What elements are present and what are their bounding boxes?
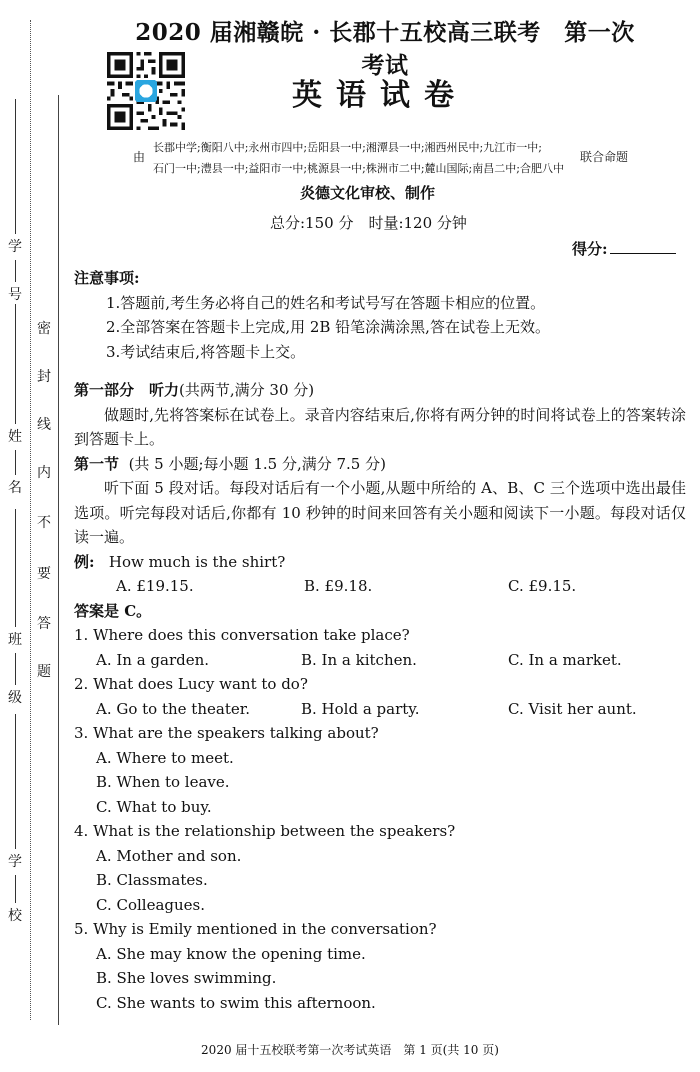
- seal-char-2: 封: [37, 369, 51, 385]
- q2-option-c[interactable]: C. Visit her aunt.: [508, 699, 637, 718]
- example-option-a: A. £19.15.: [116, 577, 194, 595]
- schools-line-2: 石门一中;澧县一中;益阳市一中;桃源县一中;株洲市二中;麓山国际;南昌二中;合肥八中: [153, 162, 564, 175]
- part1-note: (共两节,满分 30 分): [179, 381, 315, 399]
- note-item-2: 2.全部答案在答题卡上完成,用 2B 铅笔涂满涂黑,答在试卷上无效。: [106, 318, 550, 336]
- q1-option-c[interactable]: C. In a market.: [508, 650, 622, 669]
- seal-char-8: 题: [37, 664, 51, 680]
- student-id-label-1: 学: [8, 239, 22, 255]
- seal-char-7: 答: [37, 616, 51, 632]
- q4-option-a[interactable]: A. Mother and son.: [96, 846, 242, 865]
- question-1-stem: 1. Where does this conversation take place?: [74, 626, 410, 644]
- q4-option-c[interactable]: C. Colleagues.: [96, 895, 206, 914]
- joint-label: 联合命题: [580, 150, 629, 164]
- seal-dotted-line: [30, 20, 31, 1020]
- example-question: [74, 550, 686, 575]
- q5-option-a[interactable]: A. She may know the opening time.: [96, 944, 366, 963]
- binding-margin: [0, 0, 60, 1072]
- seal-char-3: 线: [37, 417, 51, 433]
- q5-option-b[interactable]: B. She loves swimming.: [96, 969, 277, 987]
- notes-title: 注意事项:: [74, 269, 140, 287]
- name-label-1: 姓: [8, 429, 22, 445]
- section1-title: 第一节: [74, 454, 120, 473]
- q3-option-b[interactable]: B. When to leave.: [96, 773, 230, 791]
- score-label: 得分:: [572, 240, 608, 258]
- section1-heading: [74, 452, 686, 477]
- seal-char-1: 密: [37, 321, 51, 337]
- page-footer: 2020 届十五校联考第一次考试英语 第 1 页(共 10 页): [201, 1043, 499, 1057]
- section1-instructions: 听下面 5 段对话。每段对话后有一个小题,从题中所给的 A、B、C 三个选项中选出最佳选项。听完每段对话后,你都有 10 秒钟的时间来回答有关小题和阅读下一小题。每段对话仅读一遍。: [74, 479, 686, 546]
- qr-code-icon[interactable]: [107, 52, 185, 130]
- score-field[interactable]: [572, 238, 676, 259]
- class-label-2: 级: [8, 690, 22, 706]
- class-field[interactable]: [8, 505, 22, 707]
- part1-title: 第一部分 听力: [74, 381, 180, 399]
- question-1-options: [74, 648, 686, 673]
- student-id-label-2: 号: [8, 287, 22, 303]
- section1-note: (共 5 小题;每小题 1.5 分,满分 7.5 分): [128, 454, 386, 473]
- q1-option-a[interactable]: A. In a garden.: [96, 650, 210, 669]
- q3-option-a[interactable]: A. Where to meet.: [96, 748, 234, 767]
- exam-title: 2020 届湘赣皖 · 长郡十五校高三联考 第一次考试: [135, 19, 635, 79]
- q2-option-a[interactable]: A. Go to the theater.: [96, 699, 251, 718]
- example-stem: How much is the shirt?: [108, 552, 286, 571]
- class-label-1: 班: [8, 632, 22, 648]
- name-label-2: 名: [8, 480, 22, 496]
- seal-char-4: 内: [37, 465, 51, 481]
- example-answer: 答案是 C。: [74, 601, 152, 620]
- q2-option-b[interactable]: B. Hold a party.: [301, 699, 420, 718]
- example-options: [74, 574, 686, 599]
- question-2-options: [74, 697, 686, 722]
- margin-solid-line: [58, 95, 59, 1025]
- q3-option-c[interactable]: C. What to buy.: [96, 797, 212, 816]
- score-blank[interactable]: [610, 253, 676, 254]
- school-label-1: 学: [8, 854, 22, 870]
- question-5-stem: 5. Why is Emily mentioned in the conversation?: [74, 920, 437, 938]
- name-field[interactable]: [8, 300, 22, 497]
- note-item-3: 3.考试结束后,将答题卡上交。: [106, 342, 306, 361]
- participating-schools: [153, 137, 564, 179]
- maker-credit: 炎德文化审校、制作: [300, 184, 436, 202]
- note-item-1: 1.答题前,考生务必将自己的姓名和考试号写在答题卡相应的位置。: [106, 293, 546, 312]
- seal-char-6: 要: [37, 566, 51, 582]
- seal-char-5: 不: [37, 515, 51, 531]
- example-option-c: C. £9.15.: [508, 577, 577, 595]
- q1-option-b[interactable]: B. In a kitchen.: [301, 650, 417, 669]
- paper-subtitle: 英语试卷: [292, 78, 468, 113]
- exam-content: [74, 266, 686, 1015]
- school-field[interactable]: [8, 710, 22, 925]
- question-4-stem: 4. What is the relationship between the speakers?: [74, 822, 456, 840]
- school-label-2: 校: [8, 908, 22, 924]
- student-id-field[interactable]: [8, 95, 22, 304]
- schools-line-1: 长郡中学;衡阳八中;永州市四中;岳阳县一中;湘潭县一中;湘西州民中;九江市一中;: [153, 141, 542, 154]
- by-label: 由: [133, 150, 146, 164]
- example-label: 例:: [74, 552, 95, 571]
- example-option-b: B. £9.18.: [304, 577, 373, 595]
- q5-option-c[interactable]: C. She wants to swim this afternoon.: [96, 993, 376, 1012]
- q4-option-b[interactable]: B. Classmates.: [96, 871, 208, 889]
- total-score-time: 总分:150 分 时量:120 分钟: [270, 214, 467, 232]
- question-3-stem: 3. What are the speakers talking about?: [74, 724, 379, 742]
- question-2-stem: 2. What does Lucy want to do?: [74, 675, 308, 693]
- part1-intro: 做题时,先将答案标在试卷上。录音内容结束后,你将有两分钟的时间将试卷上的答案转涂到答题卡上。: [74, 405, 686, 448]
- part1-heading: [74, 378, 686, 403]
